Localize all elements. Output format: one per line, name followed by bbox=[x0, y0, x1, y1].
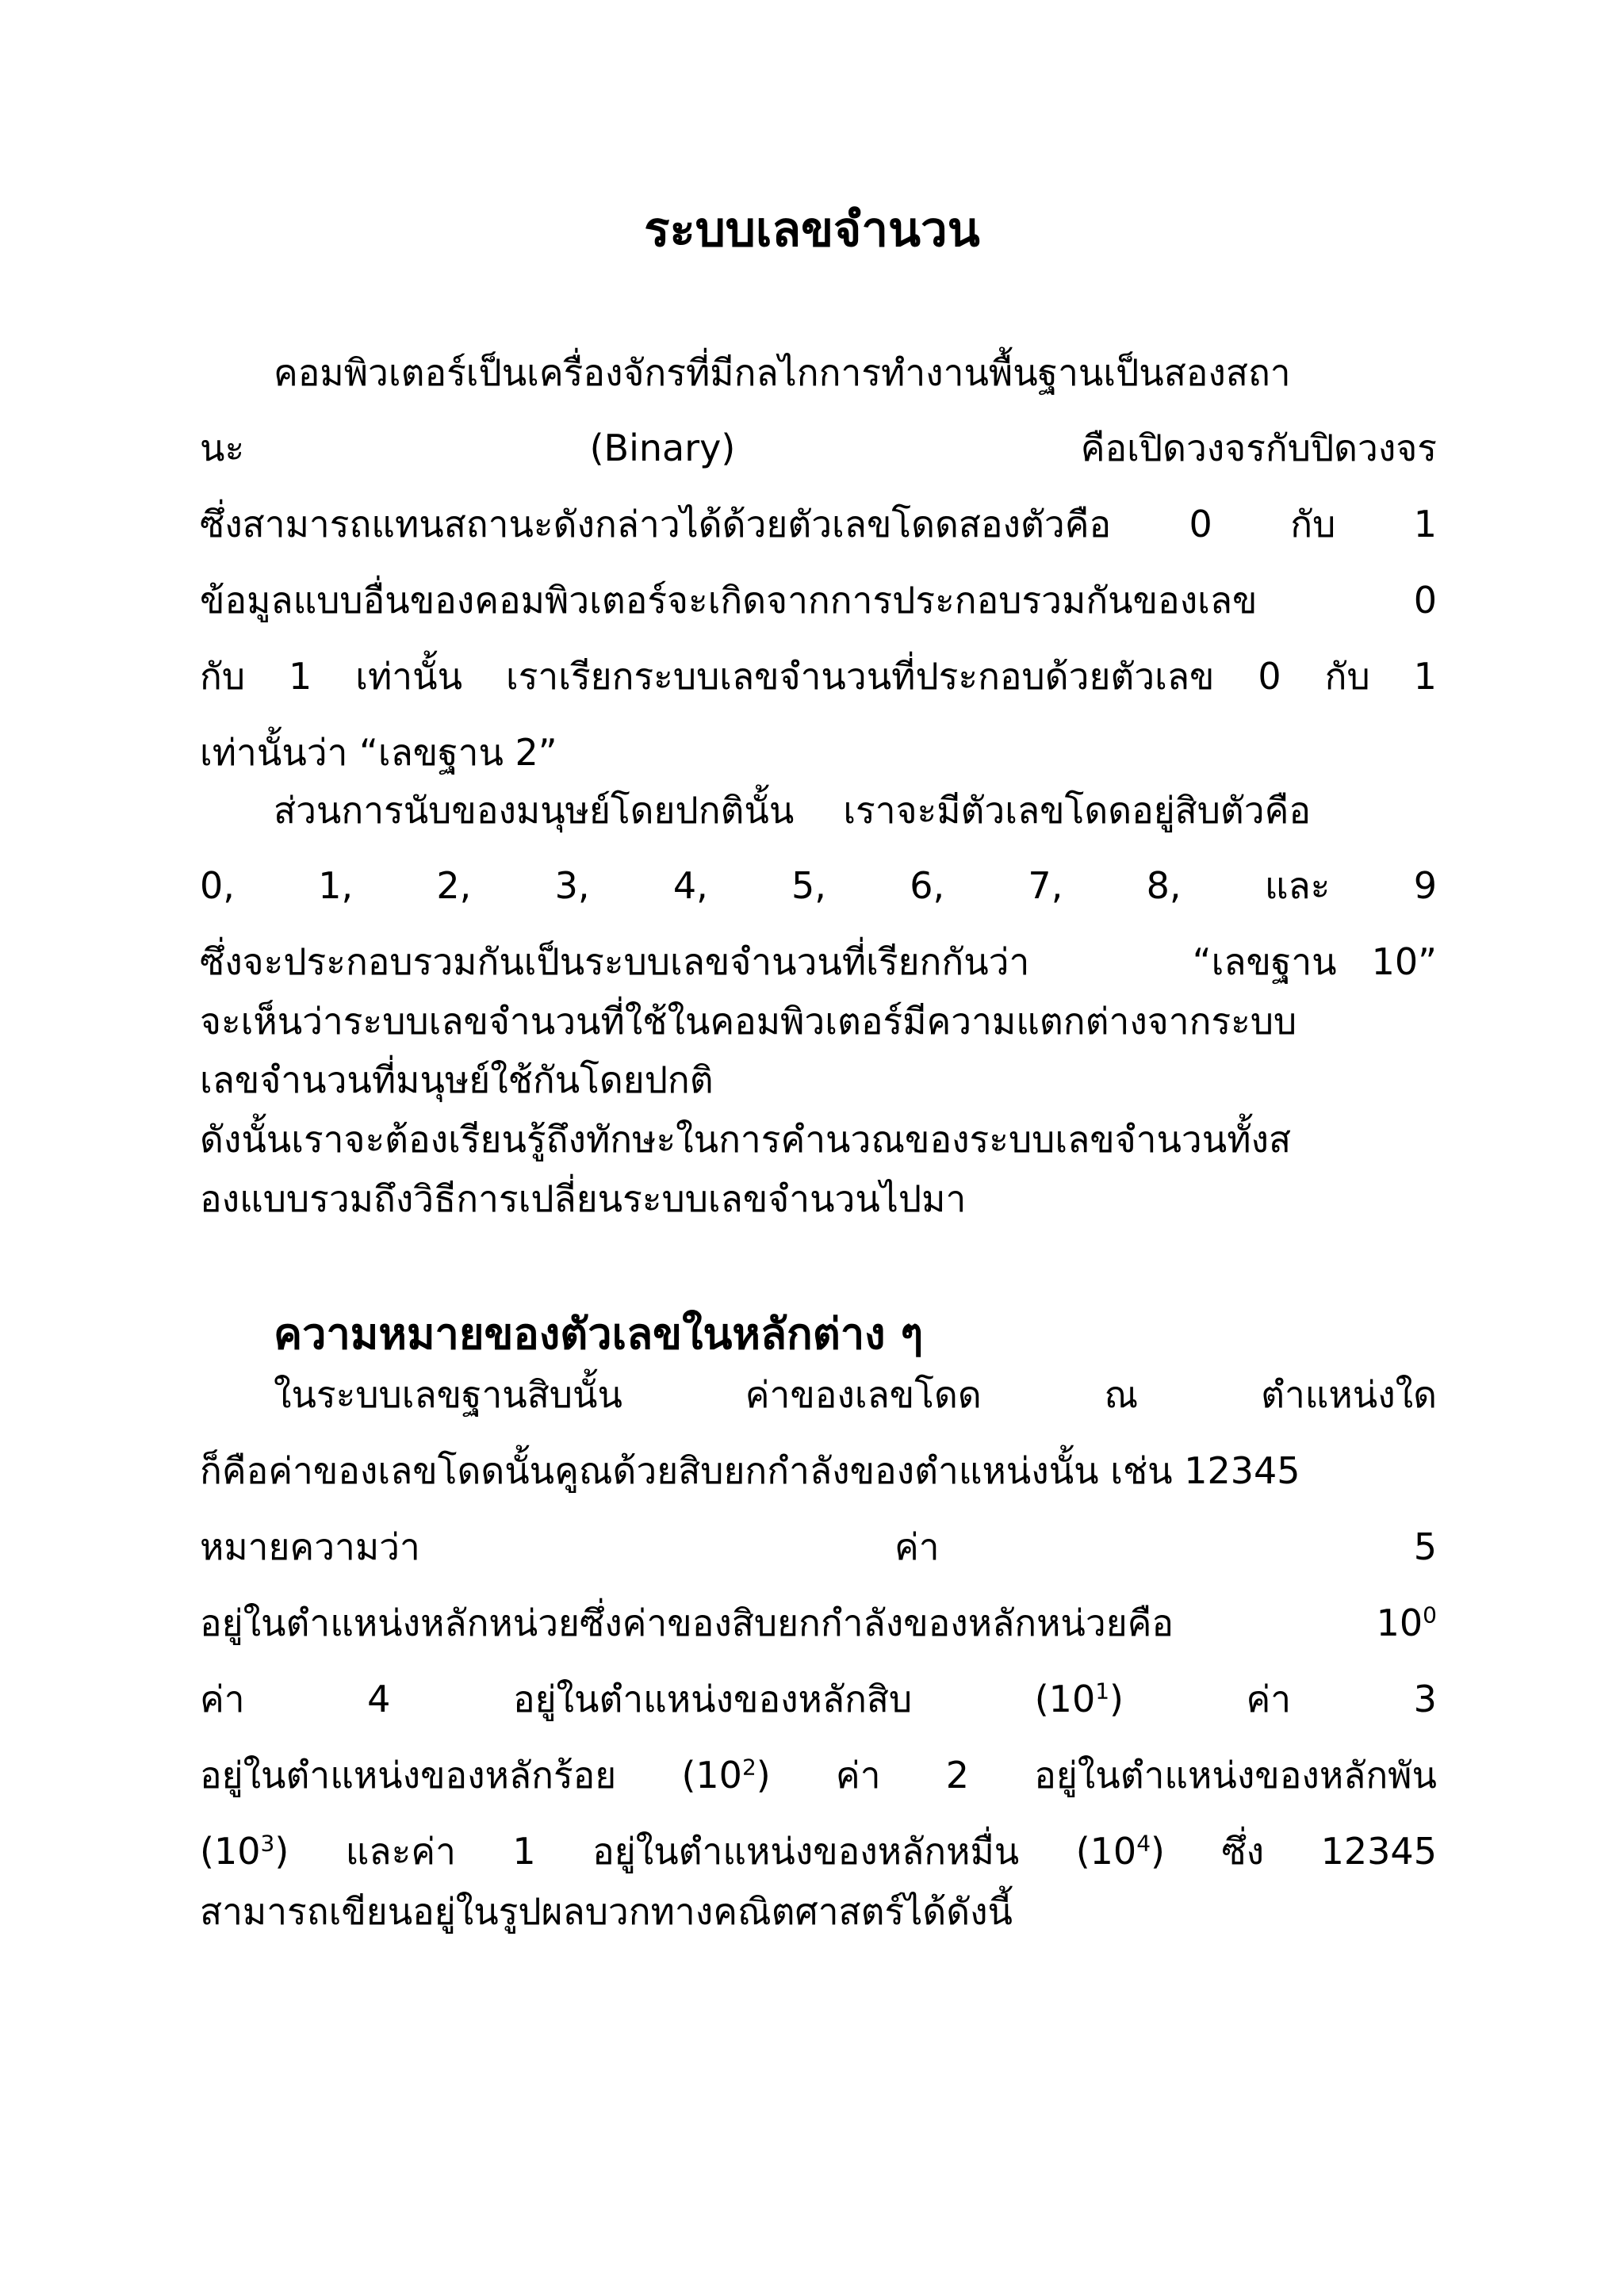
word: 0, bbox=[200, 864, 235, 907]
word: 3 bbox=[1413, 1678, 1437, 1720]
word: และ bbox=[1264, 864, 1331, 907]
base: (10 bbox=[1034, 1678, 1096, 1720]
paren: ) bbox=[1151, 1830, 1165, 1873]
word: 1 bbox=[512, 1830, 536, 1873]
paragraph-line bbox=[200, 860, 1437, 911]
word-group bbox=[1193, 936, 1437, 987]
word: 0 bbox=[1413, 579, 1437, 622]
word: อยู่ในตำแหน่งของหลักพัน bbox=[1034, 1754, 1437, 1797]
word: 1 bbox=[1413, 503, 1437, 545]
word: ในระบบเลขฐานสิบนั้น bbox=[274, 1373, 622, 1416]
word: “เลขฐาน bbox=[1192, 940, 1337, 983]
word: เราเรียกระบบเลขจำนวนที่ประกอบด้วยตัวเลข bbox=[505, 655, 1215, 698]
word: อยู่ในตำแหน่งหลักหน่วยซึ่งค่าของสิบยกกำลังของหลักหน่วยคือ bbox=[200, 1601, 1174, 1644]
word: กับ bbox=[1290, 503, 1336, 545]
word: อยู่ในตำแหน่งของหลักหมื่น bbox=[592, 1830, 1020, 1873]
paren: ) bbox=[1109, 1678, 1124, 1720]
paragraph-line: คอมพิวเตอร์เป็นเครื่องจักรที่มีกลไกการทำงานพื้นฐานเป็นสองสถา bbox=[274, 351, 1291, 394]
paragraph-line bbox=[200, 499, 1437, 549]
word: ค่าของเลขโดด bbox=[745, 1373, 982, 1416]
power-expression bbox=[1035, 1674, 1124, 1724]
paragraph-line bbox=[200, 1826, 1437, 1877]
paragraph-line bbox=[200, 423, 1437, 473]
word: 0 bbox=[1189, 503, 1212, 545]
word: 0 bbox=[1258, 655, 1281, 698]
word: 2 bbox=[945, 1754, 970, 1797]
power-expression bbox=[1076, 1826, 1165, 1877]
paragraph-line bbox=[200, 1674, 1437, 1724]
word: 12345 bbox=[1320, 1830, 1437, 1873]
word: ค่า bbox=[200, 1678, 245, 1720]
word: ค่า bbox=[894, 1525, 940, 1568]
power-expression bbox=[681, 1750, 770, 1800]
word: 8, bbox=[1146, 864, 1182, 907]
paragraph-line: องแบบรวมถึงวิธีการเปลี่ยนระบบเลขจำนวนไปมา bbox=[200, 1177, 967, 1220]
word: กับ bbox=[200, 655, 246, 698]
word: 2, bbox=[436, 864, 472, 907]
word: ข้อมูลแบบอื่นของคอมพิวเตอร์จะเกิดจากการประกอบรวมกันของเลข bbox=[200, 579, 1258, 622]
paragraph-line bbox=[200, 1598, 1437, 1648]
word: ซึ่งจะประกอบรวมกันเป็นระบบเลขจำนวนที่เรียกกันว่า bbox=[200, 940, 1030, 983]
power-expression bbox=[1377, 1598, 1437, 1648]
word: ค่า bbox=[835, 1754, 881, 1797]
section-heading: ความหมายของตัวเลขในหลักต่าง ๆ bbox=[274, 1309, 924, 1359]
exponent: 4 bbox=[1136, 1830, 1151, 1857]
paragraph-line bbox=[200, 1750, 1437, 1800]
paragraph-line: ดังนั้นเราจะต้องเรียนรู้ถึงทักษะในการคำนวณของระบบเลขจำนวนทั้งส bbox=[200, 1118, 1292, 1161]
word: 4, bbox=[672, 864, 708, 907]
paragraph-line: เท่านั้นว่า “เลขฐาน 2” bbox=[200, 731, 557, 774]
paragraph-line bbox=[274, 785, 1437, 836]
paragraph-line: สามารถเขียนอยู่ในรูปผลบวกทางคณิตศาสตร์ได้ดังนี้ bbox=[200, 1890, 1013, 1933]
word: ซึ่งสามารถแทนสถานะดังกล่าวได้ด้วยตัวเลขโดดสองตัวคือ bbox=[200, 503, 1112, 545]
word: เราจะมีตัวเลขโดดอยู่สิบตัวคือ bbox=[843, 789, 1312, 832]
word: 5 bbox=[1413, 1525, 1437, 1568]
paren: ) bbox=[274, 1830, 289, 1873]
paragraph-line bbox=[200, 936, 1437, 987]
word: 1, bbox=[318, 864, 354, 907]
word: (Binary) bbox=[589, 427, 736, 469]
paragraph-line: จะเห็นว่าระบบเลขจำนวนที่ใช้ในคอมพิวเตอร์มีความแตกต่างจากระบบ bbox=[200, 1000, 1297, 1043]
word: กับ bbox=[1324, 655, 1370, 698]
paragraph-line bbox=[274, 1369, 1437, 1420]
exponent: 1 bbox=[1095, 1678, 1110, 1705]
exponent: 2 bbox=[741, 1754, 756, 1781]
word: ซึ่ง bbox=[1221, 1830, 1265, 1873]
paren: ) bbox=[756, 1754, 771, 1797]
word: ส่วนการนับของมนุษย์โดยปกตินั้น bbox=[274, 789, 795, 832]
word: 1 bbox=[1413, 655, 1437, 698]
word: 3, bbox=[554, 864, 590, 907]
base: (10 bbox=[681, 1754, 742, 1797]
power-expression bbox=[200, 1826, 289, 1877]
document-title: ระบบเลขจำนวน bbox=[644, 202, 980, 258]
word: เท่านั้น bbox=[355, 655, 463, 698]
word: 9 bbox=[1413, 864, 1437, 907]
word: ณ bbox=[1104, 1373, 1139, 1416]
word: 1 bbox=[289, 655, 312, 698]
word: 6, bbox=[910, 864, 945, 907]
base: (10 bbox=[1075, 1830, 1137, 1873]
word: 7, bbox=[1028, 864, 1063, 907]
word: และค่า bbox=[345, 1830, 456, 1873]
word: ค่า bbox=[1246, 1678, 1292, 1720]
word: อยู่ในตำแหน่งของหลักสิบ bbox=[512, 1678, 913, 1720]
paragraph-line: ก็คือค่าของเลขโดดนั้นคูณด้วยสิบยกกำลังของตำแหน่งนั้น เช่น 12345 bbox=[200, 1449, 1300, 1492]
exponent: 3 bbox=[260, 1830, 275, 1857]
word: อยู่ในตำแหน่งของหลักร้อย bbox=[200, 1754, 617, 1797]
paragraph-line: เลขจำนวนที่มนุษย์ใช้กันโดยปกติ bbox=[200, 1058, 714, 1101]
base: (10 bbox=[200, 1830, 261, 1873]
word: คือเปิดวงจรกับปิดวงจร bbox=[1080, 427, 1437, 469]
base: 10 bbox=[1376, 1601, 1423, 1644]
word: ตำแหน่งใด bbox=[1261, 1373, 1437, 1416]
word: หมายความว่า bbox=[200, 1525, 420, 1568]
word: นะ bbox=[200, 427, 245, 469]
word: 4 bbox=[367, 1678, 391, 1720]
paragraph-line bbox=[200, 651, 1437, 702]
paragraph-line bbox=[200, 575, 1437, 626]
word: 5, bbox=[791, 864, 826, 907]
paragraph-line bbox=[200, 1521, 1437, 1572]
word: 10” bbox=[1371, 940, 1437, 983]
exponent: 0 bbox=[1423, 1601, 1437, 1628]
